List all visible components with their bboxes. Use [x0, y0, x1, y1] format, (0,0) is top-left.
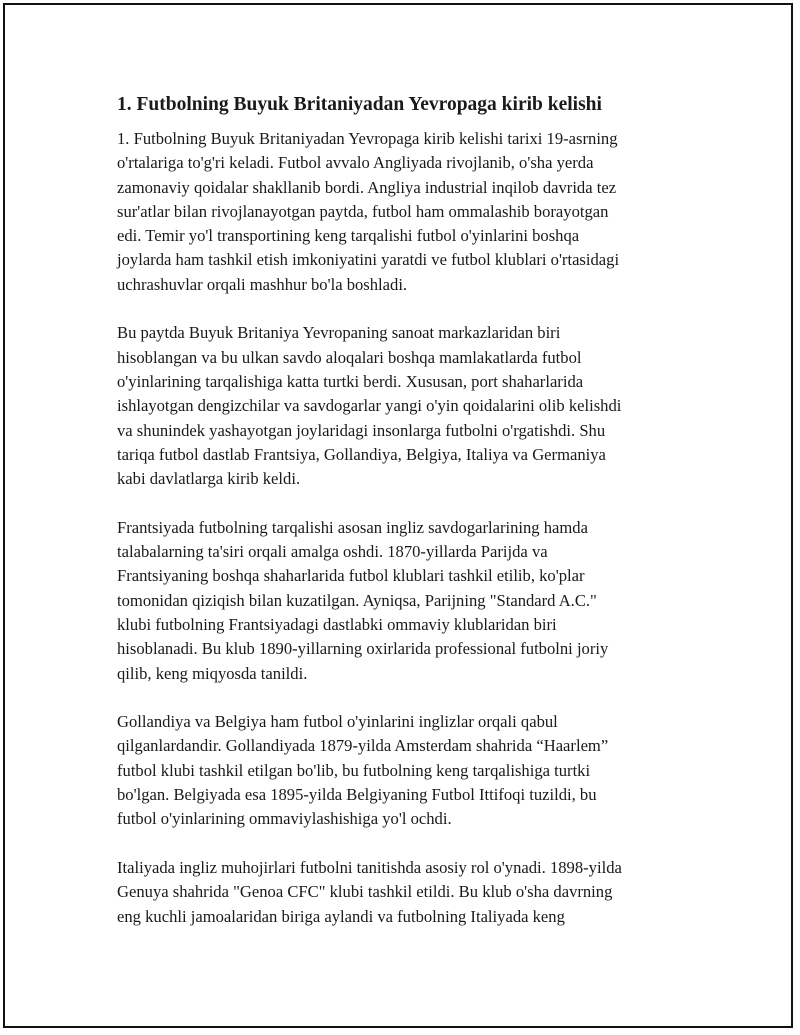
paragraph-5: Italiyada ingliz muhojirlari futbolni tanitishda asosiy rol o'ynadi. 1898-yilda Genuya shahrida "Genoa CFC" klubi tashkil etildi. Bu klub o'sha davrning eng kuchli jamoalaridan biriga aylandi va futbolning Italiyada keng [117, 857, 622, 926]
paragraph-4: Gollandiya va Belgiya ham futbol o'yinlarini inglizlar orqali qabul qilganlardandir. Gollandiyada 1879-yilda Amsterdam shahrida “Haarlem” futbol klubi tashkil etilgan bo'lib, bu futbolning keng tarqalishiga turtki bo'lgan. Belgiyada esa 1895-yilda Belgiyaning Futbol Ittifoqi tuzildi, bu futbol o'yinlarining ommaviylashishiga yo'l ochdi. [117, 712, 609, 829]
document-body [117, 92, 692, 953]
paragraph-3: Frantsiyada futbolning tarqalishi asosan ingliz savdogarlarining hamda talabalarning ta'siri orqali amalga oshdi. 1870-yillarda Parijda va Frantsiyaning boshqa shaharlarida futbol klublari tashkil etilib, ko'plar tomonidan qiziqish bilan kuzatilgan. Ayniqsa, Parijning "Standard A.C." klubi futbolning Frantsiyadagi dastlabki ommaviy klublaridan biri hisoblanadi. Bu klub 1890-yillarning oxirlarida professional futbolni joriy qilib, keng miqyosda tanildi. [117, 517, 609, 683]
paragraph-1: 1. Futbolning Buyuk Britaniyadan Yevropaga kirib kelishi tarixi 19-asrning o'rtalariga to'g'ri keladi. Futbol avvalo Angliyada rivojlanib, o'sha yerda zamonaviy qoidalar shakllanib bordi. Angliya industrial inqilob davrida tez sur'atlar bilan rivojlanayotgan paytda, futbol ham ommalashib borayotgan edi. Temir yo'l transportining keng tarqalishi futbol o'yinlarini boshqa joylarda ham tashkil etish imkoniyatini yaratdi ve futbol klublari o'rtasidagi uchrashuvlar orqali mashhur bo'la boshladi. [117, 129, 620, 294]
document-title: 1. Futbolning Buyuk Britaniyadan Yevropaga kirib kelishi [117, 94, 602, 115]
paragraph-2: Bu paytda Buyuk Britaniya Yevropaning sanoat markazlaridan biri hisoblangan va bu ulkan savdo aloqalari boshqa mamlakatlarda futbol o'yinlarining tarqalishiga katta turtki berdi. Xususan, port shaharlarida ishlayotgan dengizchilar va savdogarlar yangi o'yin qoidalarini olib kelishdi va shunindek yashayotgan joylaridagi insonlarga futbolni o'rgatishdi. Shu tariqa futbol dastlab Frantsiya, Gollandiya, Belgiya, Italiya va Germaniya kabi davlatlarga kirib keldi. [117, 323, 622, 489]
